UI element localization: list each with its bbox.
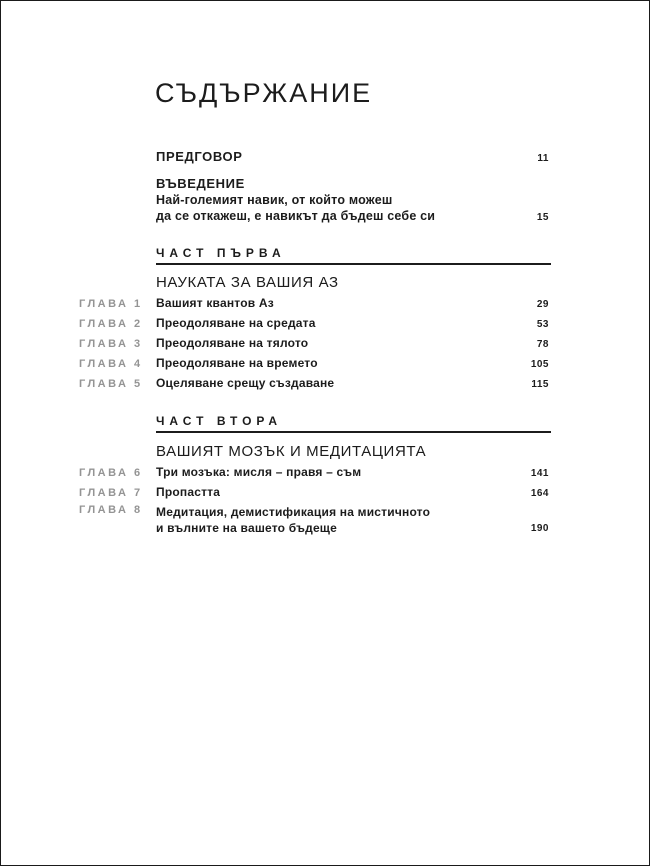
chapter-8-title xyxy=(156,504,430,536)
page-title: СЪДЪРЖАНИЕ xyxy=(155,78,373,108)
foreword-label: ПРЕДГОВОР xyxy=(156,149,243,164)
chapter-3-page-number: 78 xyxy=(536,339,549,350)
chapter-8-title-line1: Медитация, демистификация на мистичното xyxy=(156,505,431,519)
part-two-title: ВАШИЯТ МОЗЪК И МЕДИТАЦИЯТА xyxy=(156,443,427,460)
chapter-2-label: ГЛАВА 2 xyxy=(79,318,143,330)
part-one-label: ЧАСТ ПЪРВА xyxy=(156,246,286,260)
part-one-divider xyxy=(156,263,551,265)
chapter-8-label: ГЛАВА 8 xyxy=(79,504,143,516)
toc-entry-chapter-1 xyxy=(79,297,549,311)
chapter-5-page-number: 115 xyxy=(531,379,549,390)
chapter-2-page-number: 53 xyxy=(536,319,549,330)
chapter-6-label: ГЛАВА 6 xyxy=(79,467,143,479)
chapter-7-label: ГЛАВА 7 xyxy=(79,487,143,499)
introduction-page-number: 15 xyxy=(536,212,549,223)
chapter-5-title: Оцеляване срещу създаване xyxy=(156,376,335,390)
introduction-subtitle-text1: Най-големият навик, от който можеш xyxy=(156,193,393,207)
toc-entry-introduction xyxy=(156,177,549,190)
chapter-6-page-number: 141 xyxy=(530,468,549,479)
chapter-1-page-number: 29 xyxy=(536,299,549,310)
toc-entry-foreword xyxy=(156,150,549,165)
chapter-7-title: Пропастта xyxy=(156,485,221,499)
toc-entry-chapter-6 xyxy=(79,466,549,480)
chapter-4-label: ГЛАВА 4 xyxy=(79,358,143,370)
chapter-3-title: Преодоляване на тялото xyxy=(156,336,309,350)
chapter-4-title: Преодоляване на времето xyxy=(156,356,318,370)
toc-entry-chapter-7 xyxy=(79,486,549,500)
toc-entry-chapter-5 xyxy=(79,377,549,391)
chapter-1-title: Вашият квантов Аз xyxy=(156,296,274,310)
toc-entry-chapter-8 xyxy=(79,504,549,536)
toc-entry-chapter-3 xyxy=(79,337,549,351)
introduction-subtitle-line2 xyxy=(156,210,549,224)
toc-entry-chapter-4 xyxy=(79,357,549,371)
part-two-divider xyxy=(156,431,551,433)
toc-entry-chapter-2 xyxy=(79,317,549,331)
chapter-1-label: ГЛАВА 1 xyxy=(79,298,143,310)
introduction-subtitle-text2: да се откажеш, е навикът да бъдеш себе си xyxy=(156,209,436,223)
introduction-label: ВЪВЕДЕНИЕ xyxy=(156,176,245,191)
foreword-page-number: 11 xyxy=(537,153,549,164)
part-one-title: НАУКАТА ЗА ВАШИЯ АЗ xyxy=(156,274,339,291)
chapter-3-label: ГЛАВА 3 xyxy=(79,338,143,350)
chapter-7-page-number: 164 xyxy=(530,488,549,499)
introduction-subtitle-line1 xyxy=(156,194,549,207)
chapter-2-title: Преодоляване на средата xyxy=(156,316,316,330)
chapter-8-title-line2: и вълните на вашето бъдеще xyxy=(156,521,338,535)
chapter-6-title: Три мозъка: мисля – правя – съм xyxy=(156,465,362,479)
chapter-4-page-number: 105 xyxy=(530,359,549,370)
part-two-label: ЧАСТ ВТОРА xyxy=(156,414,283,428)
chapter-5-label: ГЛАВА 5 xyxy=(79,378,143,390)
chapter-8-page-number: 190 xyxy=(530,523,549,534)
